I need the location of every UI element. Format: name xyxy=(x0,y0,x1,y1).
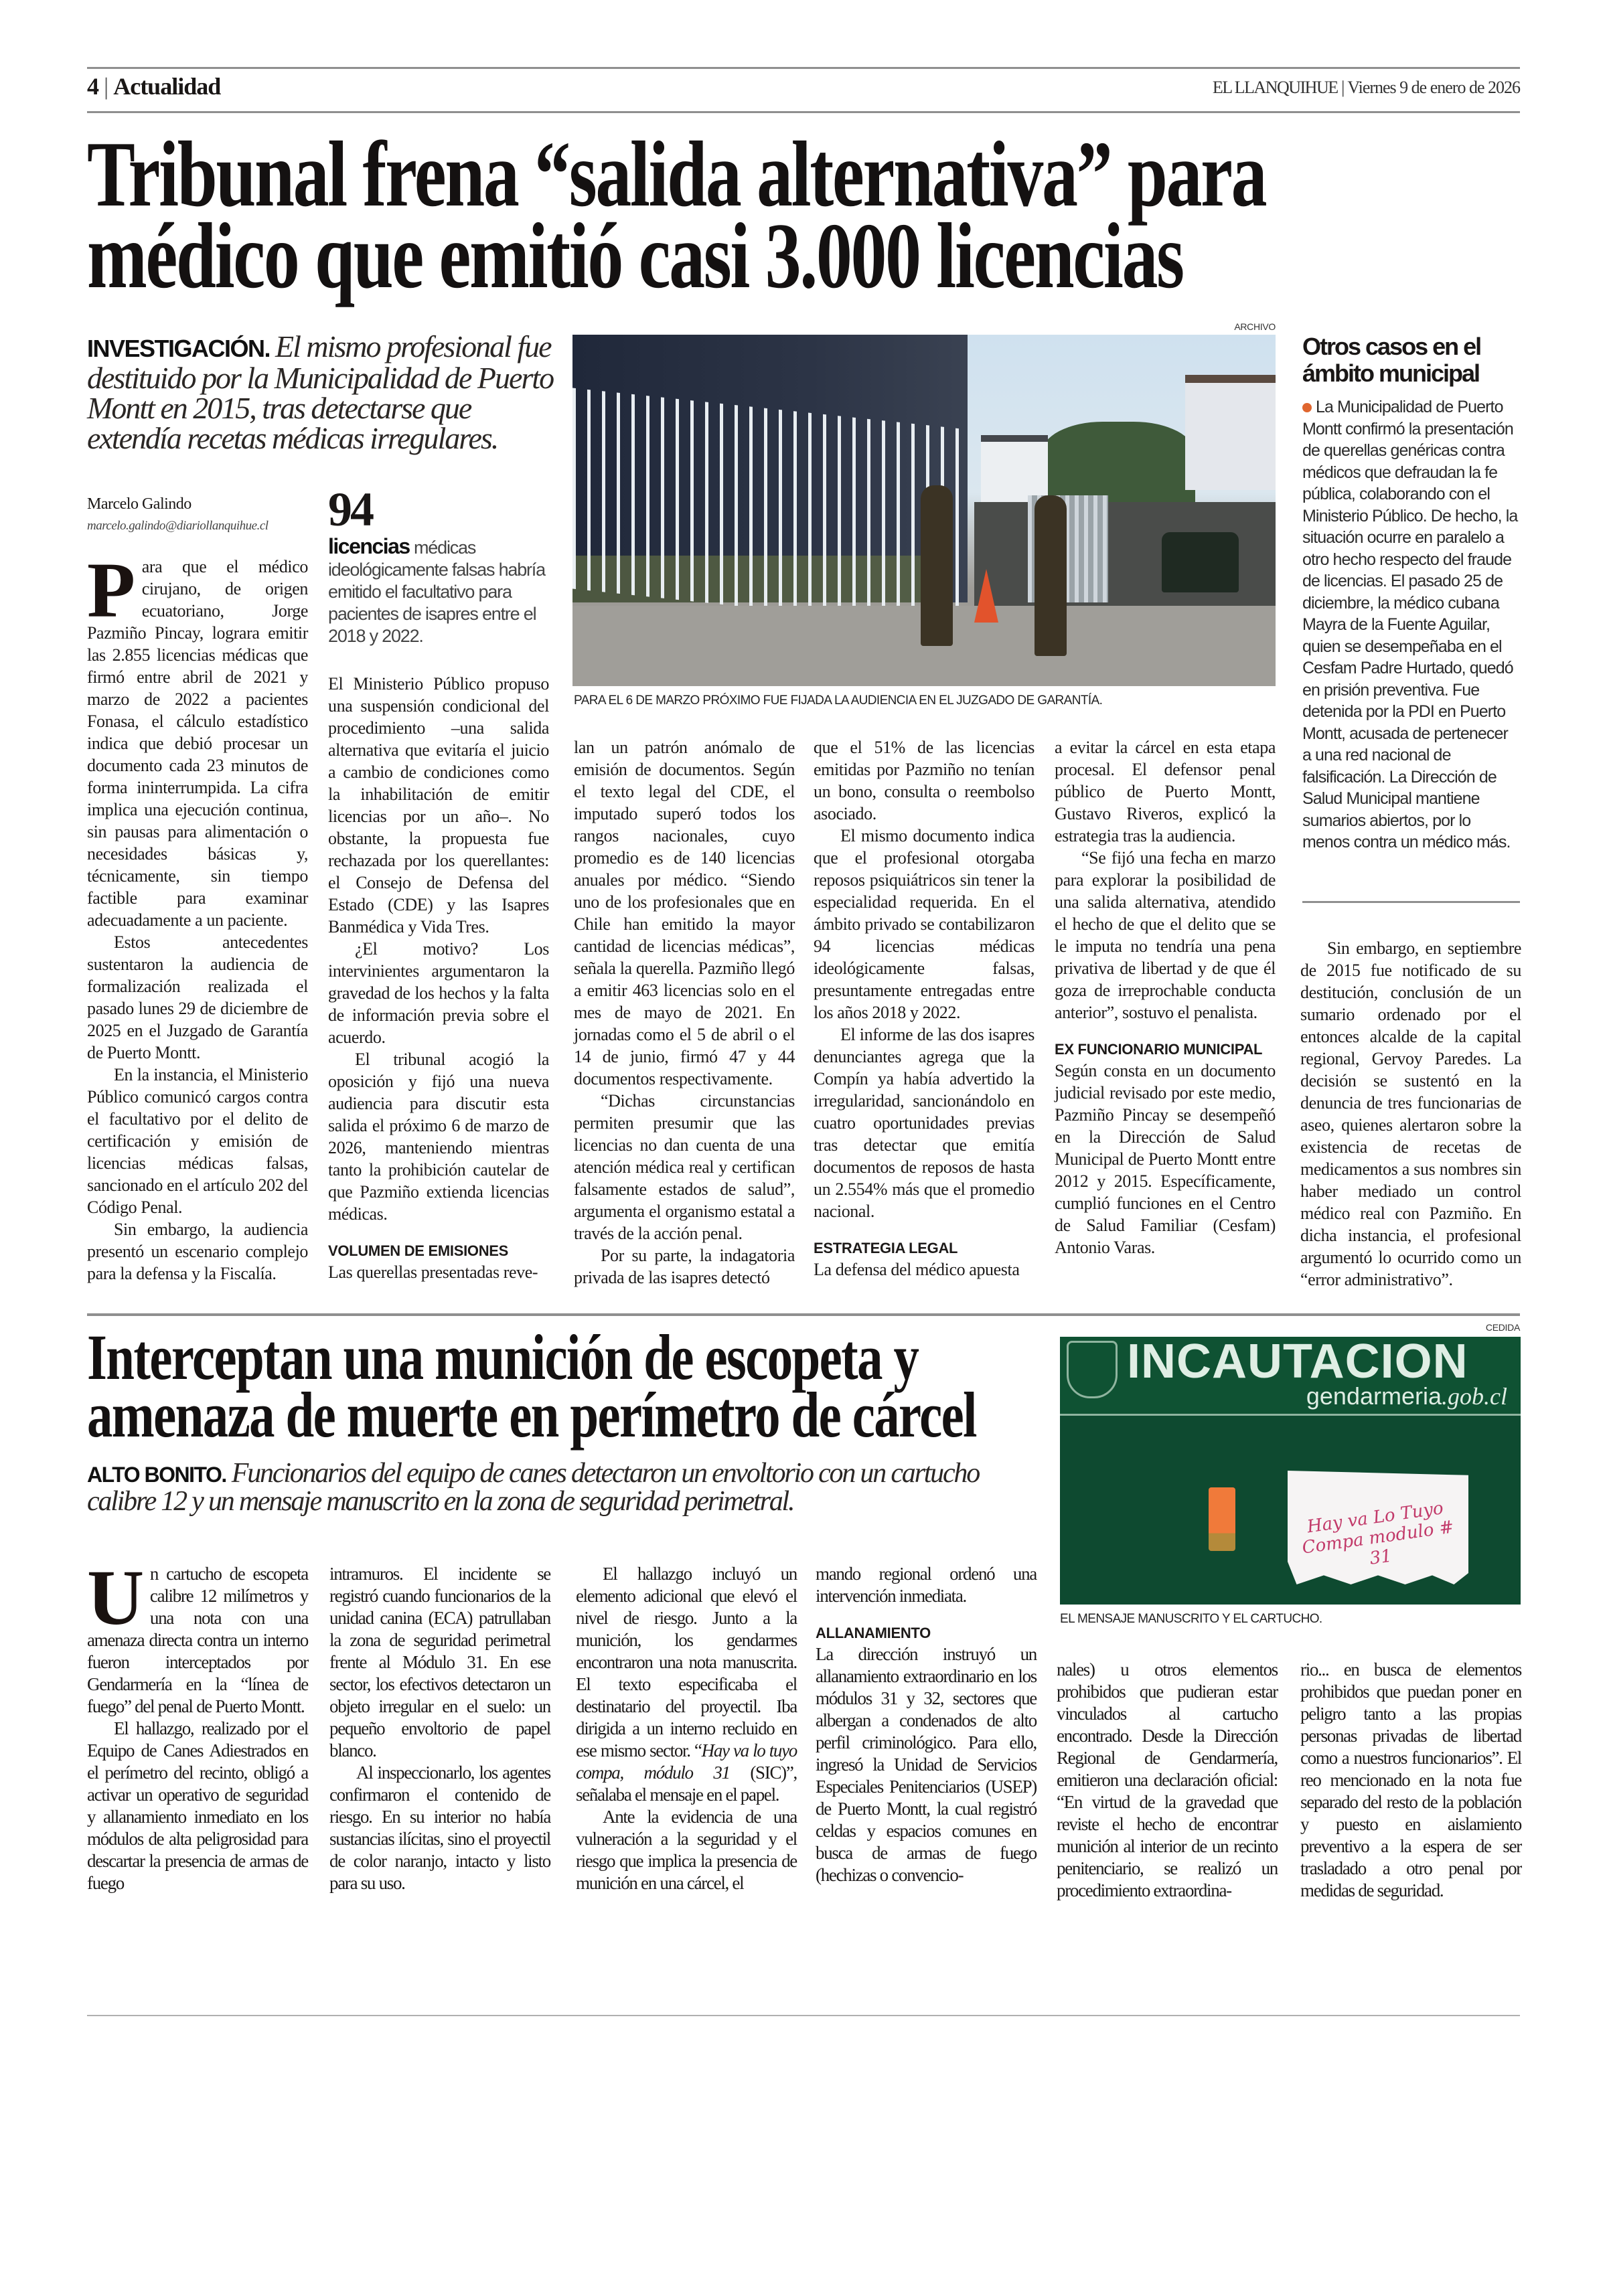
deck-label: INVESTIGACIÓN. xyxy=(87,335,271,362)
section-header xyxy=(87,72,220,100)
newspaper-name: EL LLANQUIHUE xyxy=(1212,78,1338,97)
paragraph-text: mando regional ordenó una intervención inmediata. xyxy=(816,1564,1037,1606)
article2-column-4 xyxy=(816,1563,1037,1886)
paragraph-text: La dirección instruyó un allanamiento extraordinario en los módulos 31 y 32, sectores que albergan a condenados de alto perfil criminológico. Para ello, ingresó la Unidad de Servicios Especiales Penitenciarios (USEP) de Puerto Montt, la cual registró celdas y espacios comunes en busca de armas de fuego (hechizas o convencio- xyxy=(816,1644,1037,1885)
paragraph-text: En la instancia, el Ministerio Público comunicó cargos contra el facultativo por el delito de certificación y emisión de licencias médicas falsas, sancionado en el artículo 202 del Código Penal. xyxy=(87,1065,308,1217)
paragraph xyxy=(1055,736,1276,847)
header-top-rule xyxy=(87,67,1520,69)
paragraph-text: Sin embargo, la audiencia presentó un escenario complejo para la defensa y la Fiscalía. xyxy=(87,1220,308,1283)
paragraph xyxy=(814,1023,1035,1222)
paragraph xyxy=(329,1762,550,1894)
article2-column-6 xyxy=(1300,1659,1521,1902)
photo-house xyxy=(1185,375,1276,490)
paragraph-text: (SIC)”, señalaba el mensaje en el papel. xyxy=(576,1762,797,1805)
paragraph xyxy=(87,1218,308,1285)
photo-banner xyxy=(1060,1337,1521,1416)
paragraph-text: El informe de las dos isapres denunciantes agrega que la Compín ya había advertido la irregularidad, sancionándolo en cuatro oportunidades previas tras detectar que emitía documentos de reposos de hasta un 2.554% más que el promedio nacional. xyxy=(814,1025,1035,1221)
paragraph xyxy=(329,1563,550,1762)
handwritten-note-text: Hay va Lo Tuyo Compa modulo # 31 xyxy=(1300,1498,1456,1569)
paragraph-text: lan un patrón anómalo de emisión de documentos. Según el texto legal del CDE, el imputado superó todos los rangos nacionales, cuyo promedio es de 140 licencias anuales por médico. “Siendo uno de los profesionales que en Chile han emitido la mayor cantidad de licencias médicas”, señala la querella. Pazmiño llegó a emitir 463 licencias solo en el mes de mayo de 2021. En jornadas como el 5 de abril o el 14 de junio, firmó 47 y 44 documentos respectivamente. xyxy=(574,738,795,1088)
deck-label: ALTO BONITO. xyxy=(87,1463,226,1487)
paragraph-text: Por su parte, la indagatoria privada de las isapres detectó xyxy=(574,1246,795,1287)
headline-line: amenaza de muerte en perímetro de cárcel xyxy=(87,1379,976,1451)
headline-line: médico que emitió casi 3.000 licencias xyxy=(87,204,1183,308)
paragraph xyxy=(87,931,308,1064)
paragraph xyxy=(1300,1659,1521,1902)
site-domain: .gob.cl xyxy=(1442,1383,1507,1410)
paragraph xyxy=(1300,937,1521,1291)
quoted-note: Hay va lo tuyo compa, módulo 31 xyxy=(576,1740,797,1783)
paragraph-text: ara que el médico cirujano, de origen ecuatoriano, Jorge Pazmiño Pincay, lograra emitir las 2.855 licencias médicas que firmó entre abril de 2021 y marzo de 2022 a pacientes Fonasa, el cálculo estadístico indica que debió procesar un documento cada 23 minutos de forma ininterrumpida. La cifra implica una ejecución continua, sin pausas para alimentación o necesidades básicas y, técnicamente, sin tiempo factible para examinar adecuadamente a un paciente. xyxy=(87,557,308,930)
photo-site-text xyxy=(1306,1382,1507,1410)
stat-number: 94 xyxy=(328,483,372,536)
paragraph-text: Estos antecedentes sustentaron la audiencia de formalización realizada el pasado lunes 29 de diciembre de 2025 en el Juzgado de Garantía de Puerto Montt. xyxy=(87,932,308,1062)
paragraph xyxy=(328,1261,549,1283)
article2-column-1 xyxy=(87,1554,308,1894)
paragraph-text: a evitar la cárcel en esta etapa procesal. El defensor penal público de Puerto Montt, Gustavo Riveros, explicó la estrategia tras la audiencia. xyxy=(1055,738,1276,845)
photo-officer xyxy=(921,485,953,646)
drop-cap: U xyxy=(87,1554,143,1641)
article1-column-1 xyxy=(87,546,308,1285)
photo-fence xyxy=(572,388,961,630)
article1-column-5 xyxy=(1055,736,1276,1258)
paragraph xyxy=(576,1563,797,1806)
paragraph xyxy=(1057,1659,1278,1902)
issue-date: Viernes 9 de enero de 2026 xyxy=(1347,78,1520,97)
paragraph xyxy=(574,1244,795,1289)
article1-photo xyxy=(572,335,1276,686)
article1-deck xyxy=(87,331,556,453)
site-name: gendarmeria xyxy=(1306,1382,1442,1410)
paragraph xyxy=(814,736,1035,825)
newspaper-dateline: EL LLANQUIHUE | Viernes 9 de enero de 2026 xyxy=(1212,78,1520,97)
article1-column-3 xyxy=(574,736,795,1289)
paragraph-text: Al inspeccionarlo, los agentes confirmaron el contenido de riesgo. En su interior no había sustancias ilícitas, sino el proyectil de color naranjo, intacto y listo para su uso. xyxy=(329,1762,550,1893)
sidebar-text xyxy=(1302,396,1520,853)
headline-line: Tribunal frena “salida alternativa” para xyxy=(87,122,1266,226)
paragraph-text: El tribunal acogió la oposición y fijó una nueva audiencia para discutir esta salida el próximo 6 de marzo de 2026, manteniendo mientras tanto la prohibición cautelar de que Pazmiño extienda licencias médicas. xyxy=(328,1050,549,1224)
paragraph xyxy=(816,1563,1037,1607)
deck-text: Funcionarios del equipo de canes detectaron un envoltorio con un cartucho calibre 12 y un mensaje manuscrito en la zona de seguridad perimetral. xyxy=(87,1458,980,1517)
sidebar-rule xyxy=(1302,901,1520,903)
paragraph-text: La defensa del médico apuesta xyxy=(814,1260,1020,1279)
paragraph xyxy=(328,938,549,1048)
stat-bold: licencias xyxy=(328,534,410,558)
stat-description xyxy=(328,536,549,647)
photo-officer xyxy=(1035,495,1067,656)
paragraph xyxy=(87,1554,308,1718)
photo-banner-text: INCAUTACION xyxy=(1127,1337,1468,1388)
byline-author: Marcelo Galindo xyxy=(87,495,192,513)
paragraph-text: que el 51% de las licencias emitidas por Pazmiño no tenían un bono, consulta o reembolso asociado. xyxy=(814,738,1035,823)
photo-trees xyxy=(1041,422,1195,502)
section-name: Actualidad xyxy=(113,73,221,100)
paragraph xyxy=(328,673,549,938)
paragraph-text: “Dichas circunstancias permiten presumir que las licencias no dan cuenta de una atención médica real y certifican falsamente estados de salud”, argumenta el organismo estatal a través de la acción penal. xyxy=(574,1091,795,1243)
article2-column-5 xyxy=(1057,1659,1278,1902)
photo-traffic-cone xyxy=(974,569,998,623)
article1-column-2 xyxy=(328,673,549,1283)
photo-caption: EL MENSAJE MANUSCRITO Y EL CARTUCHO. xyxy=(1060,1612,1322,1626)
page-bottom-rule xyxy=(87,2015,1520,2016)
stat-text: médicas ideológicamente falsas habría emitido el facultativo para pacientes de isapres entre el 2018 y 2022. xyxy=(328,538,545,646)
deck-text: El mismo profesional fue destituido por la Municipalidad de Puerto Montt en 2015, tras detectarse que extendía recetas médicas irregulares. xyxy=(87,329,554,455)
subheading: ALLANAMIENTO xyxy=(816,1625,931,1641)
bullet-icon xyxy=(1302,403,1312,412)
byline-email[interactable]: marcelo.galindo@diariollanquihue.cl xyxy=(87,519,269,533)
subheading: EX FUNCIONARIO MUNICIPAL xyxy=(1055,1041,1263,1058)
article1-headline xyxy=(87,122,1266,308)
paragraph-text: El hallazgo incluyó un elemento adicional que elevó el nivel de riesgo. Junto a la munición, los gendarmes encontraron una nota manuscrita. El texto especificaba el destinatario del proyectil. Iba dirigida a un interno recluido en ese mismo sector. “ xyxy=(576,1564,797,1760)
paragraph-text: rio... en busca de elementos prohibidos que puedan poner en peligro tanto a las propias personas privadas de libertad como a nuestros funcionarios”. El reo mencionado en la nota fue separado del resto de la población y puesto en aislamiento preventivo a la espera de ser trasladado a otro penal por medidas de seguridad. xyxy=(1300,1659,1521,1900)
photo-credit: ARCHIVO xyxy=(1234,321,1276,332)
paragraph-text: intramuros. El incidente se registró cuando funcionarios de la unidad canina (ECA) patrullaban la zona de seguridad perimetral frente al Módulo 31. En ese sector, los efectivos detectaron un objeto irregular en el suelo: un pequeño envoltorio de papel blanco. xyxy=(329,1564,550,1760)
article2-photo xyxy=(1060,1337,1521,1605)
header-bottom-rule xyxy=(87,111,1520,113)
paragraph-text: n cartucho de escopeta calibre 12 milímetros y una nota con una amenaza directa contra un interno fueron interceptados por Gendarmería en la “línea de fuego” del penal de Puerto Montt. xyxy=(87,1564,308,1716)
article2-column-2 xyxy=(329,1563,550,1894)
paragraph-text: Las querellas presentadas reve- xyxy=(328,1262,538,1282)
paragraph-text: Según consta en un documento judicial revisado por este medio, Pazmiño Pincay se desempeñó en la Dirección de Salud Municipal de Puerto Montt entre 2012 y 2015. Específicamente, cumplió funciones en el Centro de Salud Familiar (Cesfam) Antonio Varas. xyxy=(1055,1061,1276,1257)
paragraph-text: ¿El motivo? Los intervinientes argumentaron la gravedad de los hechos y la falta de información previa sobre el acuerdo. xyxy=(328,939,549,1047)
paragraph xyxy=(87,1064,308,1218)
paragraph xyxy=(814,825,1035,1023)
paragraph xyxy=(816,1643,1037,1886)
sidebar-body: La Municipalidad de Puerto Montt confirmó la presentación de querellas genéricas contra médicos que defraudan la fe pública, colaborando con el Ministerio Público. De hecho, la situación ocurre en paralelo a otro hecho respecto del fraude de licencias. El pasado 25 de diciembre, la médico cubana Mayra de la Fuente Aguilar, quien se desempeñaba en el Cesfam Padre Hurtado, quedó en prisión preventiva. Fue detenida por la PDI en Puerto Montt, acusada de pertenecer a una red nacional de falsificación. La Dirección de Salud Municipal mantiene sumarios abiertos, por lo menos contra un médico más. xyxy=(1302,398,1518,851)
paragraph-text: El hallazgo, realizado por el Equipo de Canes Adiestrados en el perímetro del recinto, obligó a activar un operativo de seguridad y allanamiento inmediato en los módulos de alta peligrosidad para descartar la presencia de armas de fuego xyxy=(87,1718,308,1893)
paragraph xyxy=(328,1048,549,1225)
photo-police-car xyxy=(1162,532,1239,592)
article1-column-6 xyxy=(1300,937,1521,1291)
article2-deck xyxy=(87,1459,1038,1515)
article2-headline xyxy=(87,1321,976,1451)
article1-column-4 xyxy=(814,736,1035,1281)
paragraph-text: “Se fijó una fecha en marzo para explorar la posibilidad de una salida alternativa, atendido el hecho de que el delito que se le imputa no tendría una pena privativa de libertad y de que él goza de irreprochable conducta anterior”, sostuvo el penalista. xyxy=(1055,848,1276,1022)
paragraph xyxy=(574,736,795,1090)
shotgun-cartridge xyxy=(1209,1487,1235,1551)
gendarmeria-shield-icon xyxy=(1067,1341,1118,1398)
paragraph xyxy=(87,546,308,931)
paragraph xyxy=(814,1258,1035,1281)
paragraph xyxy=(1055,847,1276,1023)
article2-column-3 xyxy=(576,1563,797,1894)
paragraph xyxy=(574,1090,795,1244)
paragraph-text: nales) u otros elementos prohibidos que pudieran estar vinculados al cartucho encontrado. Desde la Dirección Regional de Gendarmería, emitieron una declaración oficial: “En virtud de la gravedad que reviste el hecho de encontrar munición al interior de un recinto penitenciario, se realizó un procedimiento extraordina- xyxy=(1057,1659,1278,1900)
paragraph xyxy=(87,1718,308,1894)
paragraph-text: Sin embargo, en septiembre de 2015 fue notificado de su destitución, conclusión de un sumario ordenado por el entonces alcalde de la capital regional, Gervoy Paredes. La decisión se sustentó en la denuncia de tres funcionarias de aseo, quienes alertaron sobre la existencia de recetas de medicamentos a sus nombres sin haber mediado un control médico real con Pazmiño. En dicha instancia, el profesional argumentó lo ocurrido como un “error administrativo”. xyxy=(1300,938,1521,1289)
photo-credit: CEDIDA xyxy=(1485,1322,1520,1333)
subheading: ESTRATEGIA LEGAL xyxy=(814,1240,958,1256)
paragraph-text: El mismo documento indica que el profesional otorgaba reposos psiquiátricos sin tener la especialidad requerida. En el ámbito privado se contabilizaron 94 licencias médicas ideológicamente falsas, presuntamente entregadas entre los años 2018 y 2022. xyxy=(814,826,1035,1022)
subheading: VOLUMEN DE EMISIONES xyxy=(328,1242,509,1259)
page-number: 4 xyxy=(87,73,98,100)
photo-caption: PARA EL 6 DE MARZO PRÓXIMO FUE FIJADA LA AUDIENCIA EN EL JUZGADO DE GARANTÍA. xyxy=(574,693,1103,708)
sidebar-title: Otros casos en el ámbito municipal xyxy=(1302,333,1481,387)
paragraph xyxy=(576,1806,797,1894)
headline-line: Interceptan una munición de escopeta y xyxy=(87,1321,919,1393)
paragraph-text: El Ministerio Público propuso una suspensión condicional del procedimiento –una salida alternativa que evitaría el juicio a cambio de condiciones como la inhabilitación de emitir licencias por un año–. No obstante, la propuesta fue rechazada por los querellantes: el Consejo de Defensa del Estado (CDE) y las Isapres Banmédica y Vida Tres. xyxy=(328,674,549,936)
article-separator-rule xyxy=(87,1313,1520,1316)
paragraph xyxy=(1055,1060,1276,1258)
paragraph-text: Ante la evidencia de una vulneración a la seguridad y el riesgo que implica la presencia de munición en una cárcel, el xyxy=(576,1807,797,1893)
separator: | xyxy=(104,73,108,100)
drop-cap: P xyxy=(87,546,135,634)
